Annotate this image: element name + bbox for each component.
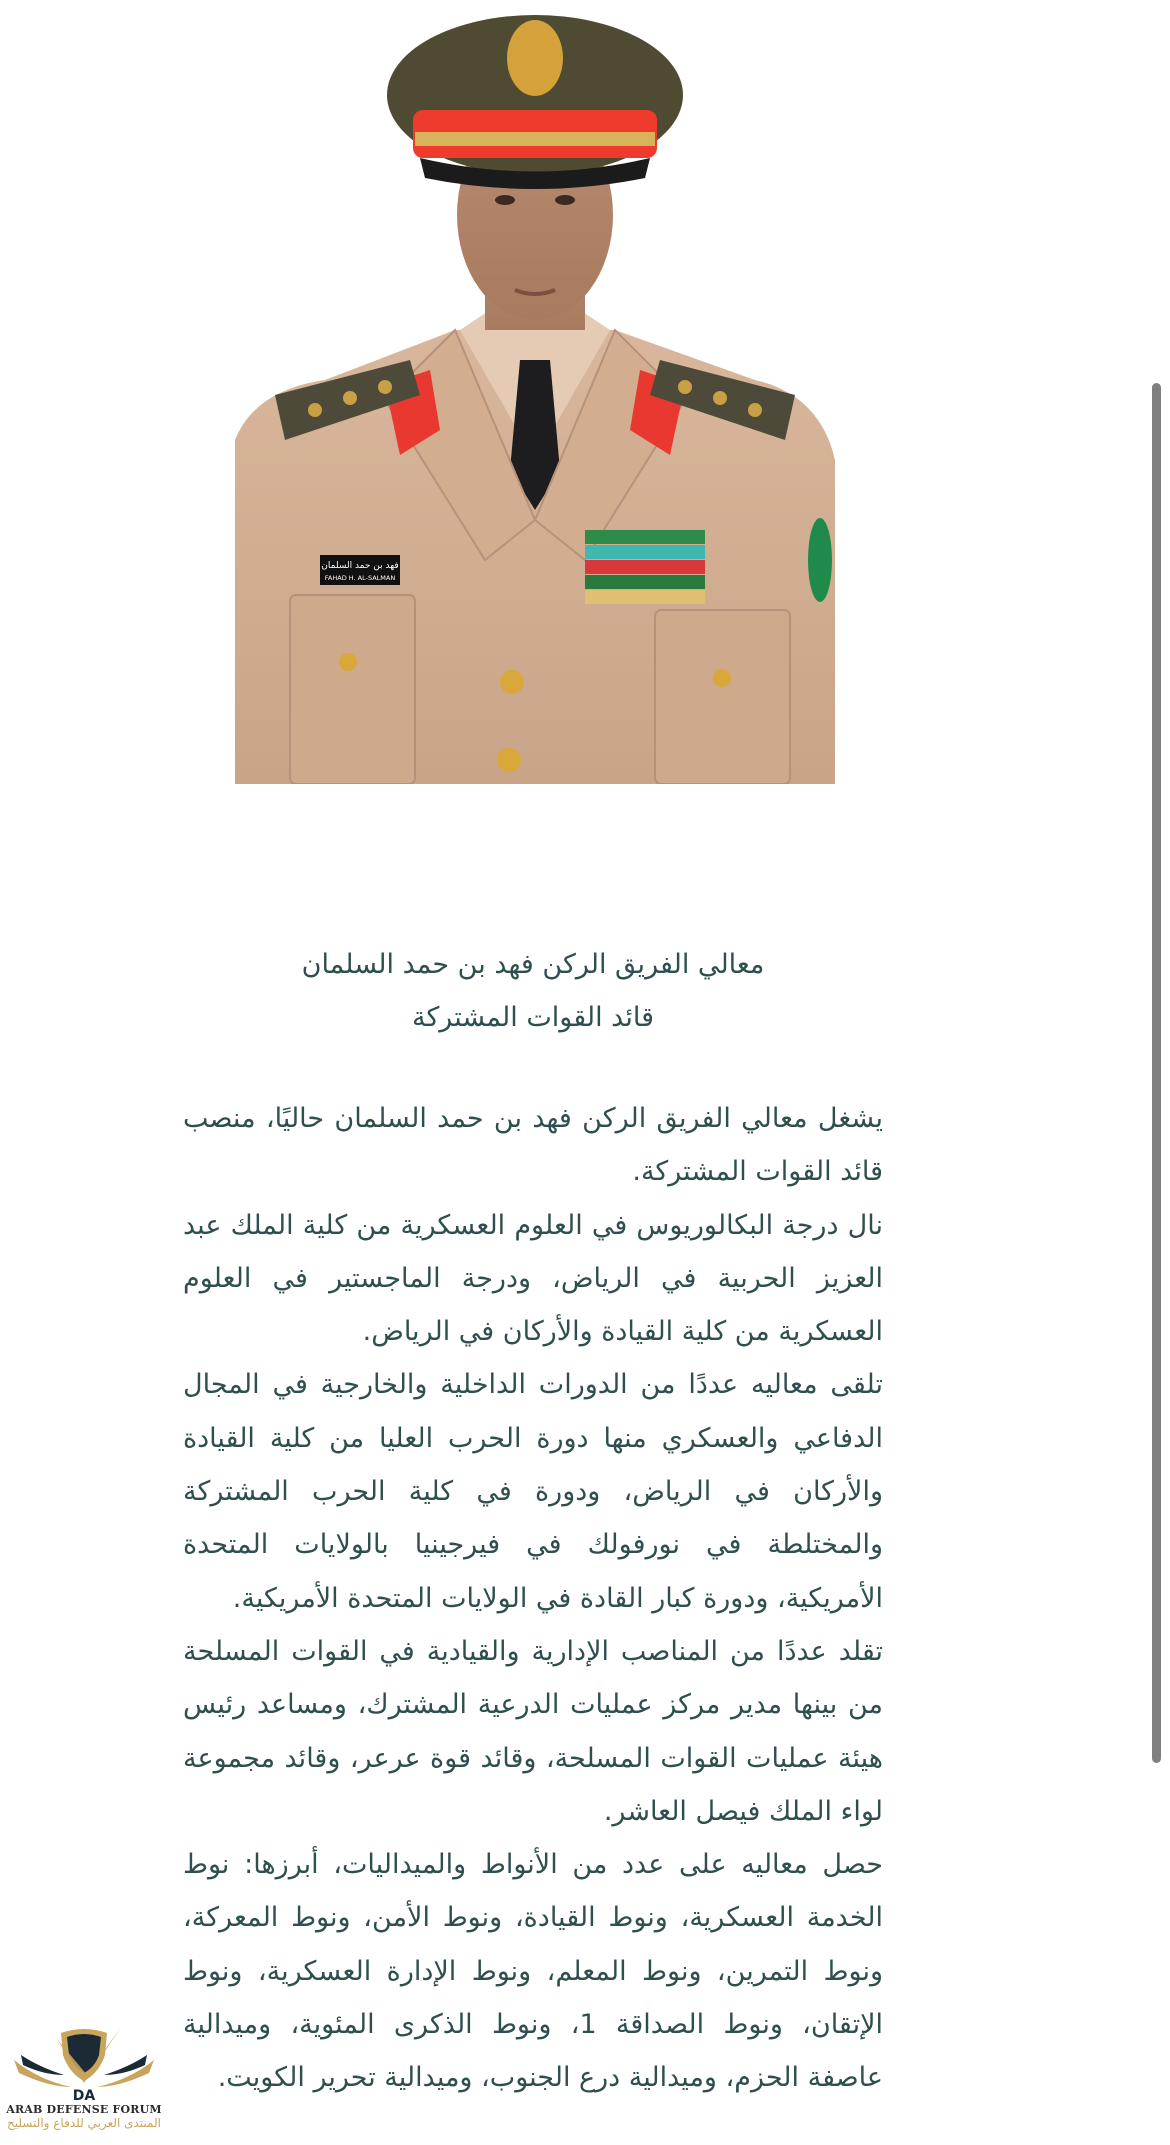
portrait-illustration — [235, 0, 835, 784]
title-block — [183, 938, 883, 1044]
bio-paragraph-current-role: يشغل معالي الفريق الركن فهد بن حمد السلمان حاليًا، منصب قائد القوات المشتركة. — [183, 1103, 883, 1188]
bio-paragraph-positions: تقلد عددًا من المناصب الإدارية والقيادية في القوات المسلحة من بينها مدير مركز عمليات الدرعية المشترك، ومساعد رئيس هيئة عمليات القوات المسلحة، وقائد قوة عرعر، وقائد مجموعة لواء الملك فيصل العاشر. — [183, 1635, 883, 1827]
logo-monogram: DA — [72, 2088, 96, 2103]
arab-defense-forum-watermark — [4, 2025, 164, 2143]
bio-paragraph-medals: حصل معاليه على عدد من الأنواط والميداليات، أبرزها: نوط الخدمة العسكرية، ونوط القيادة، ونوط الأمن، ونوط المعركة، ونوط التمرين، ونوط المعلم، ونوط الإدارة العسكرية، ونوط الإتقان، ونوط الصداقة 1، ونوط الذكرى المئوية، وميدالية عاصفة الحزم، وميدالية درع الجنوب، وميدالية تحرير الكويت. — [183, 1849, 883, 2094]
officer-name: معالي الفريق الركن فهد بن حمد السلمان — [301, 949, 765, 980]
shield-wings-logo-icon — [9, 2025, 159, 2103]
logo-name-arabic: المنتدى العربي للدفاع والتسليح — [7, 2116, 161, 2130]
name-tag-arabic: فهد بن حمد السلمان — [321, 561, 399, 571]
officer-portrait — [235, 0, 835, 784]
name-tag-english: FAHAD H. AL-SALMAN — [324, 574, 396, 582]
bio-paragraph-education: نال درجة البكالوريوس في العلوم العسكرية من كلية الملك عبد العزيز الحربية في الرياض، ودرجة الماجستير في العلوم العسكرية من كلية القيادة والأركان في الرياض. — [183, 1209, 883, 1348]
biography — [183, 1092, 883, 2105]
medal-ribbons — [585, 530, 705, 604]
bio-paragraph-courses: تلقى معاليه عددًا من الدورات الداخلية والخارجية في المجال الدفاعي والعسكري منها دورة الحرب العليا من كلية القيادة والأركان في الرياض، ودورة في كلية الحرب المشتركة والمختلطة في نورفولك في فيرجينيا بالولايات المتحدة الأمريكية، ودورة كبار القادة في الولايات المتحدة الأمريكية. — [183, 1369, 883, 1614]
officer-position: قائد القوات المشتركة — [411, 1002, 655, 1033]
scrollbar-thumb[interactable] — [1152, 383, 1161, 1763]
logo-name-english: ARAB DEFENSE FORUM — [6, 2103, 162, 2116]
arm-patch — [808, 518, 832, 602]
cap-badge — [507, 20, 563, 96]
